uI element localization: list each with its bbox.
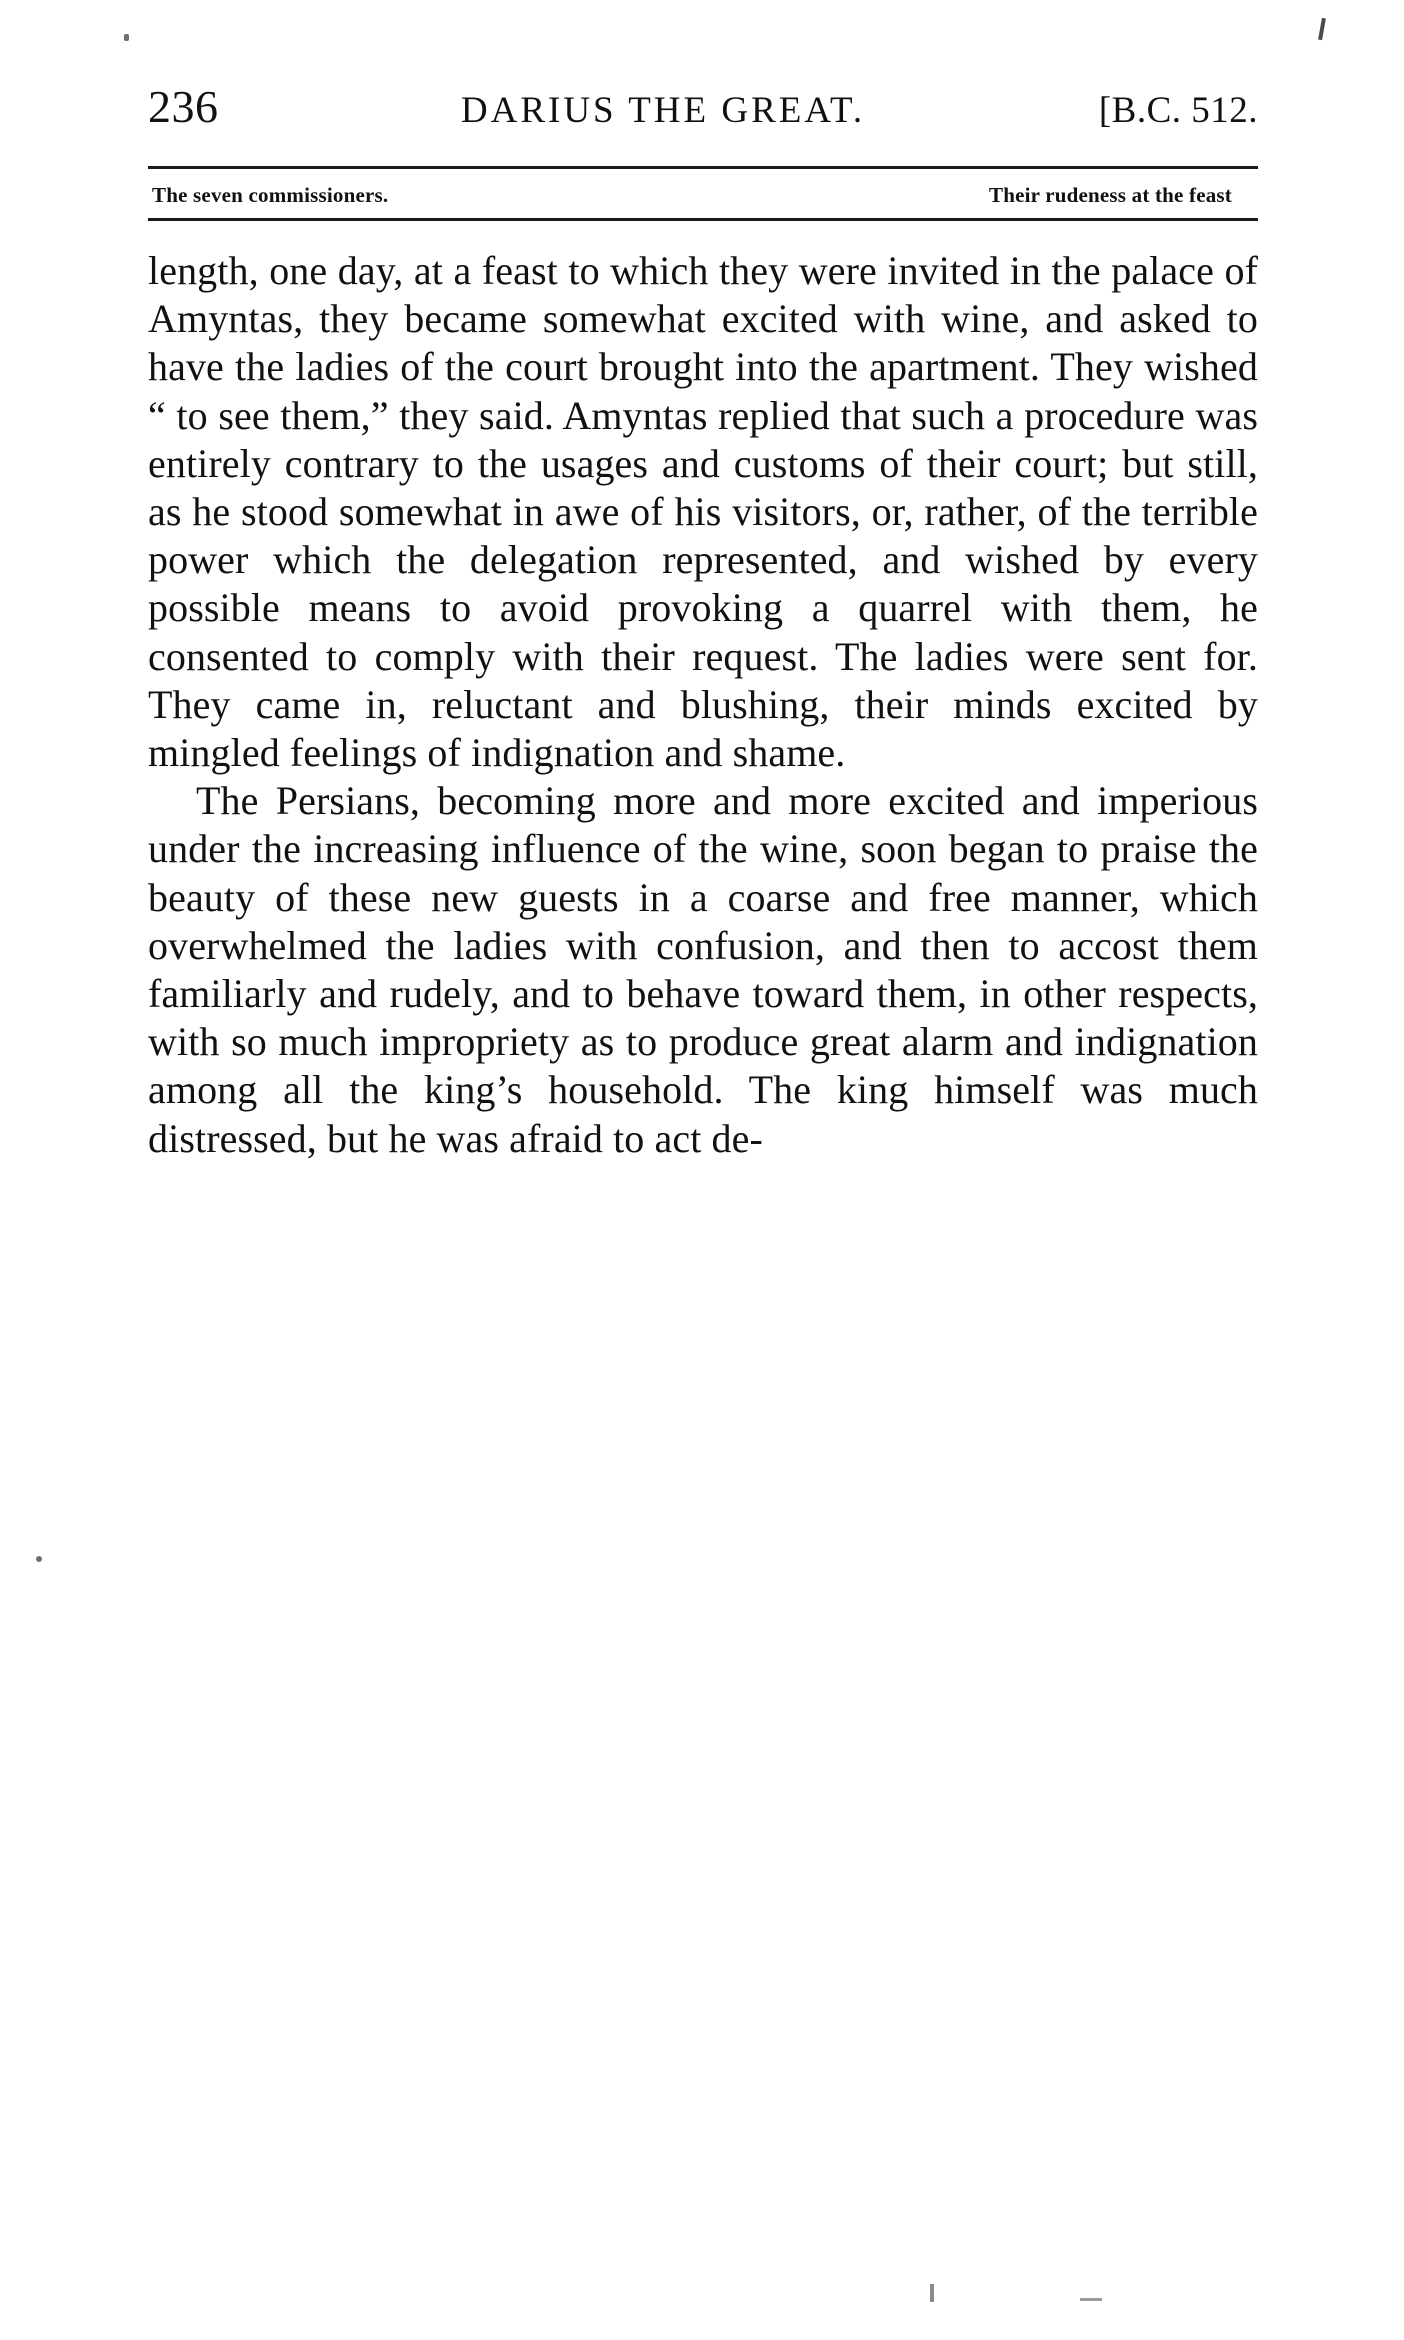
page-speck-top-left	[124, 34, 129, 41]
sidehead-right: Their rudeness at the feast	[989, 183, 1232, 207]
running-head-date: [B.C. 512.	[1098, 90, 1258, 131]
paragraph-1: length, one day, at a feast to which they were invited in the palace of Amyntas, they became somewhat excited with wine, and asked to have the ladies of the court brought into the apartment. They wished “ to see them,” they said. Amyntas replied that such a procedure was entirely contrary to the usages and customs of their court; but still, as he stood somewhat in awe of his visitors, or, rather, of the terrible power which the delegation represented, and wished by every possible means to avoid provoking a quarrel with them, he consented to comply with their request. The ladies were sent for. They came in, reluctant and blushing, their minds excited by mingled feelings of indignation and shame.	[148, 248, 1258, 776]
sidehead-left: The seven commissioners.	[152, 183, 389, 207]
page-speck-top-right	[1318, 18, 1326, 40]
page-speck-bottom-right	[1080, 2298, 1102, 2301]
body-text	[148, 247, 1258, 1163]
page-number: 236	[148, 81, 219, 132]
running-head-title: DARIUS THE GREAT.	[460, 90, 866, 131]
sidehead-rule	[148, 218, 1258, 221]
page-content	[148, 80, 1258, 1163]
page-header	[148, 80, 1258, 150]
page-speck-left-margin	[36, 1556, 42, 1562]
paragraph-2: The Persians, becoming more and more excited and imperious under the increasing influence of the wine, soon began to praise the beauty of these new guests in a coarse and free manner, which overwhelmed the ladies with confusion, and then to accost them familiarly and rudely, and to behave toward them, in other respects, with so much impropriety as to produce great alarm and indignation among all the king’s household. The king himself was much distressed, but he was afraid to act de-	[148, 778, 1258, 1161]
sidehead-row	[148, 169, 1258, 218]
page-speck-bottom-center	[930, 2284, 934, 2302]
